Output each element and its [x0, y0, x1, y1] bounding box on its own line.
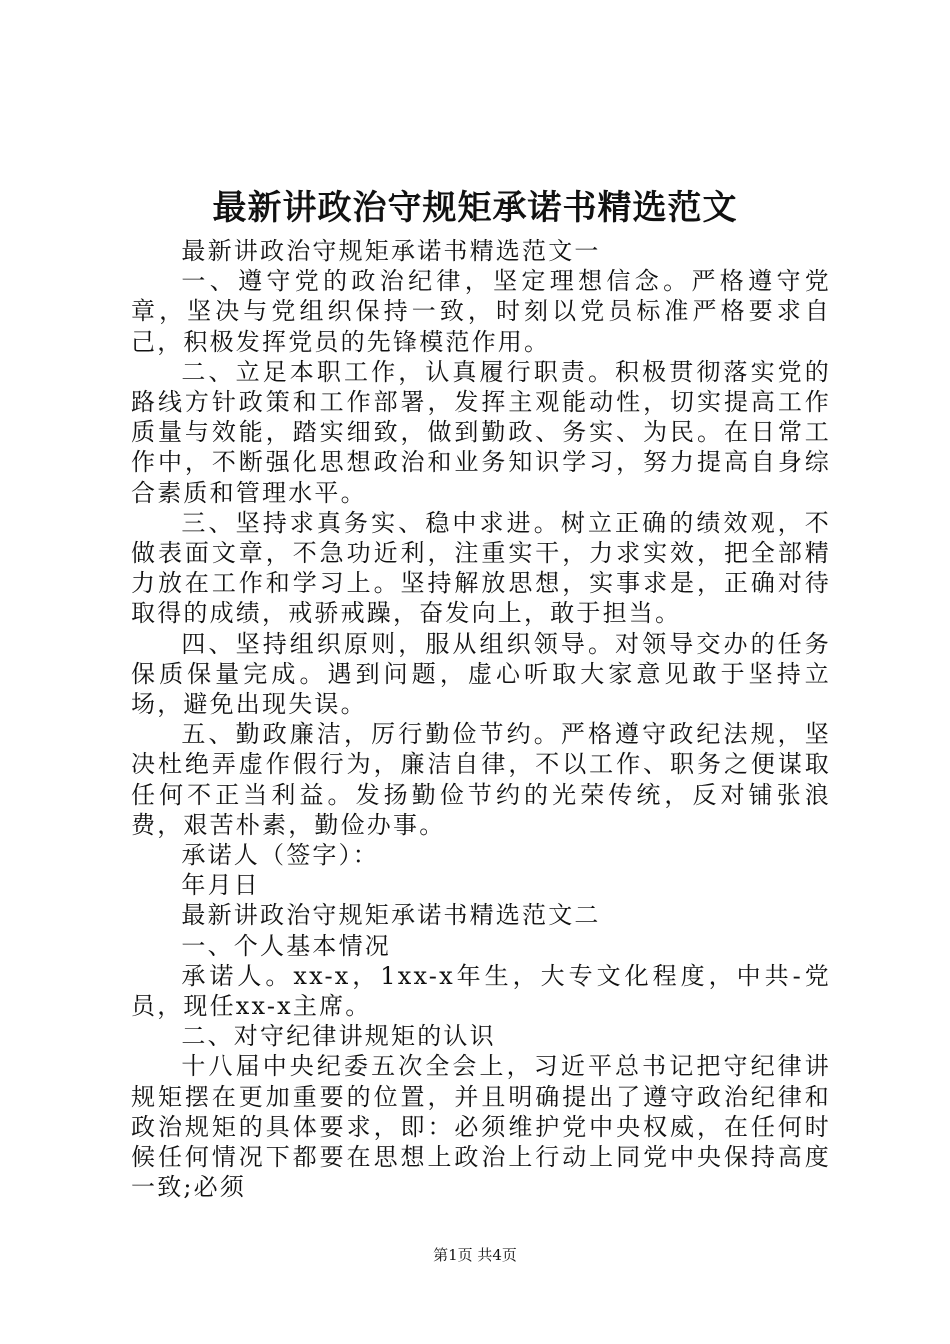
- signature-line: 承诺人（签字）：: [181, 841, 379, 870]
- paragraph: 十八届中央纪委五次全会上，习近平总书记把守纪律讲规矩摆在更加重要的位置，并且明确提出了遵守政治纪律和政治规矩的具体要求，即：必须维护党中央权威，在任何时候任何情况下都要在思想上政治上行动上同党中央保持高度一致;必须: [131, 1052, 831, 1202]
- paragraph: 二、立足本职工作，认真履行职责。积极贯彻落实党的路线方针政策和工作部署，发挥主观能动性，切实提高工作质量与效能，踏实细致，做到勤政、务实、为民。在日常工作中，不断强化思想政治和业务知识学习，努力提高自身综合素质和管理水平。: [131, 357, 831, 507]
- paragraph: 承诺人。xx-x，1xx-x年生，大专文化程度，中共-党员，现任xx-x主席。: [131, 961, 831, 1021]
- date-line: 年月日: [181, 871, 260, 900]
- paragraph: 一、遵守党的政治纪律，坚定理想信念。严格遵守党章，坚决与党组织保持一致，时刻以党员标准严格要求自己，积极发挥党员的先锋模范作用。: [131, 267, 831, 356]
- document-title: 最新讲政治守规矩承诺书精选范文: [212, 188, 738, 228]
- paragraph: 五、勤政廉洁，厉行勤俭节约。严格遵守政纪法规，坚决杜绝弄虚作假行为，廉洁自律，不以工作、职务之便谋取任何不正当利益。发扬勤俭节约的光荣传统，反对铺张浪费，艰苦朴素，勤俭办事。: [131, 720, 831, 839]
- paragraph: 最新讲政治守规矩承诺书精选范文一: [181, 237, 601, 265]
- paragraph: 三、坚持求真务实、稳中求进。树立正确的绩效观，不做表面文章，不急功近利，注重实干，力求实效，把全部精力放在工作和学习上。坚持解放思想，实事求是，正确对待取得的成绩，戒骄戒躁，奋发向上，敢于担当。: [131, 508, 831, 628]
- paragraph: 一、个人基本情况: [181, 931, 391, 960]
- document-body: [131, 236, 831, 1203]
- paragraph: 四、坚持组织原则，服从组织领导。对领导交办的任务保质保量完成。遇到问题，虚心听取大家意见敢于坚持立场，避免出现失误。: [131, 629, 831, 719]
- paragraph: 二、对守纪律讲规矩的认识: [181, 1022, 496, 1051]
- page-number-footer: 第1页 共4页: [433, 1246, 517, 1264]
- section-heading: 最新讲政治守规矩承诺书精选范文二: [181, 901, 601, 930]
